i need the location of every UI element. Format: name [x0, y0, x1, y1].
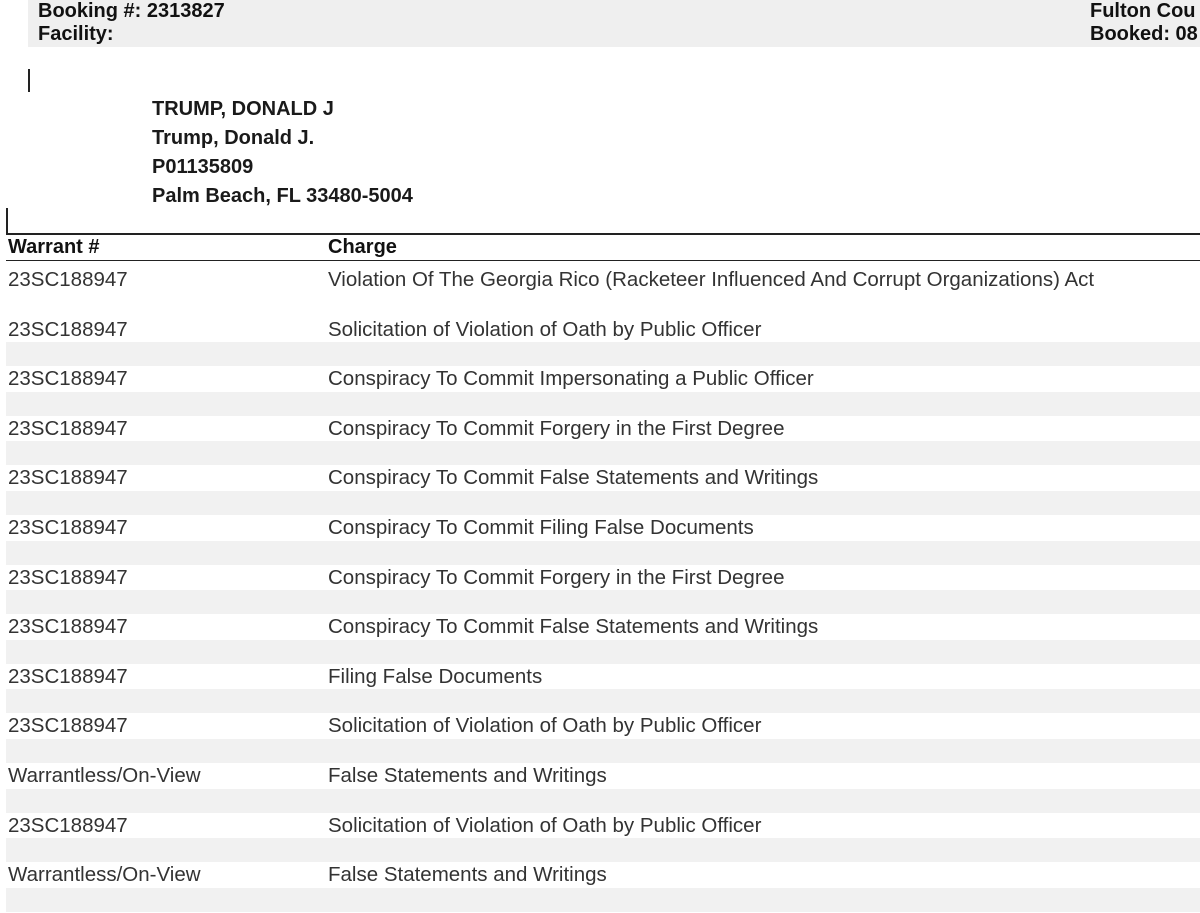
table-row [6, 713, 1200, 763]
warrant-number-cell: 23SC188947 [8, 515, 128, 539]
table-row [6, 317, 1200, 367]
warrant-number-cell: 23SC188947 [8, 416, 128, 440]
charge-cell: False Statements and Writings [328, 763, 607, 787]
charge-cell: Filing False Documents [328, 664, 543, 688]
table-row [6, 416, 1200, 466]
table-row [6, 664, 1200, 714]
row-shading [6, 541, 1200, 565]
charge-cell: Conspiracy To Commit Impersonating a Public Officer [328, 367, 814, 391]
table-row [6, 515, 1200, 565]
row-shading [6, 640, 1200, 664]
row-shading [6, 342, 1200, 366]
charge-cell: Conspiracy To Commit Forgery in the First Degree [328, 565, 785, 589]
row-shading [6, 888, 1200, 912]
booking-header [28, 0, 1200, 47]
charge-cell: Violation Of The Georgia Rico (Racketeer Influenced And Corrupt Organizations) Act [328, 268, 1095, 291]
row-shading [6, 441, 1200, 465]
row-shading [6, 689, 1200, 713]
county-label: Fulton Cou [1090, 0, 1196, 22]
warrant-number-cell: 23SC188947 [8, 466, 128, 490]
column-header-charge: Charge [328, 236, 397, 258]
warrant-number-cell: 23SC188947 [8, 813, 128, 837]
table-row [6, 267, 1200, 317]
charge-cell: False Statements and Writings [328, 863, 607, 887]
charge-cell: Conspiracy To Commit Forgery in the First Degree [328, 416, 785, 440]
person-id: P01135809 [152, 156, 254, 178]
column-header-warrant: Warrant # [8, 236, 100, 258]
booked-date: Booked: 08 [1090, 23, 1198, 45]
person-address: Palm Beach, FL 33480-5004 [152, 185, 413, 207]
table-row [6, 763, 1200, 813]
warrant-number-cell: 23SC188947 [8, 268, 128, 291]
row-shading [6, 789, 1200, 813]
warrant-number-cell: Warrantless/On-View [8, 863, 201, 887]
row-shading [6, 491, 1200, 515]
table-row [6, 465, 1200, 515]
row-shading [6, 838, 1200, 862]
warrant-number-cell: 23SC188947 [8, 317, 128, 341]
text-cursor [28, 69, 30, 92]
warrant-number-cell: 23SC188947 [8, 664, 128, 688]
row-shading [6, 739, 1200, 763]
warrant-number-cell: 23SC188947 [8, 615, 128, 639]
table-row [6, 862, 1200, 912]
table-row [6, 366, 1200, 416]
charge-cell: Conspiracy To Commit False Statements and Writings [328, 615, 819, 639]
warrant-number-cell: 23SC188947 [8, 714, 128, 738]
person-name: Trump, Donald J. [152, 127, 315, 149]
county-info [1090, 0, 1198, 46]
row-shading [6, 590, 1200, 614]
warrant-number-cell: 23SC188947 [8, 367, 128, 391]
warrant-number-cell: 23SC188947 [8, 565, 128, 589]
charge-cell: Solicitation of Violation of Oath by Public Officer [328, 813, 762, 837]
person-name-upper: TRUMP, DONALD J [152, 98, 334, 120]
charge-cell: Conspiracy To Commit False Statements and Writings [328, 466, 819, 490]
table-row [6, 813, 1200, 863]
charge-cell: Solicitation of Violation of Oath by Public Officer [328, 714, 762, 738]
table-row [6, 565, 1200, 615]
charge-cell: Conspiracy To Commit Filing False Documents [328, 515, 754, 539]
booking-info [38, 0, 225, 46]
table-row [6, 614, 1200, 664]
person-block [152, 95, 413, 211]
charges-table-header [6, 235, 1200, 261]
warrant-number-cell: Warrantless/On-View [8, 763, 201, 787]
row-shading [6, 392, 1200, 416]
facility-label: Facility: [38, 23, 114, 45]
table-corner-rule [6, 208, 8, 234]
charge-cell: Solicitation of Violation of Oath by Public Officer [328, 317, 762, 341]
charges-table-body [6, 267, 1200, 912]
booking-number: Booking #: 2313827 [38, 0, 225, 22]
